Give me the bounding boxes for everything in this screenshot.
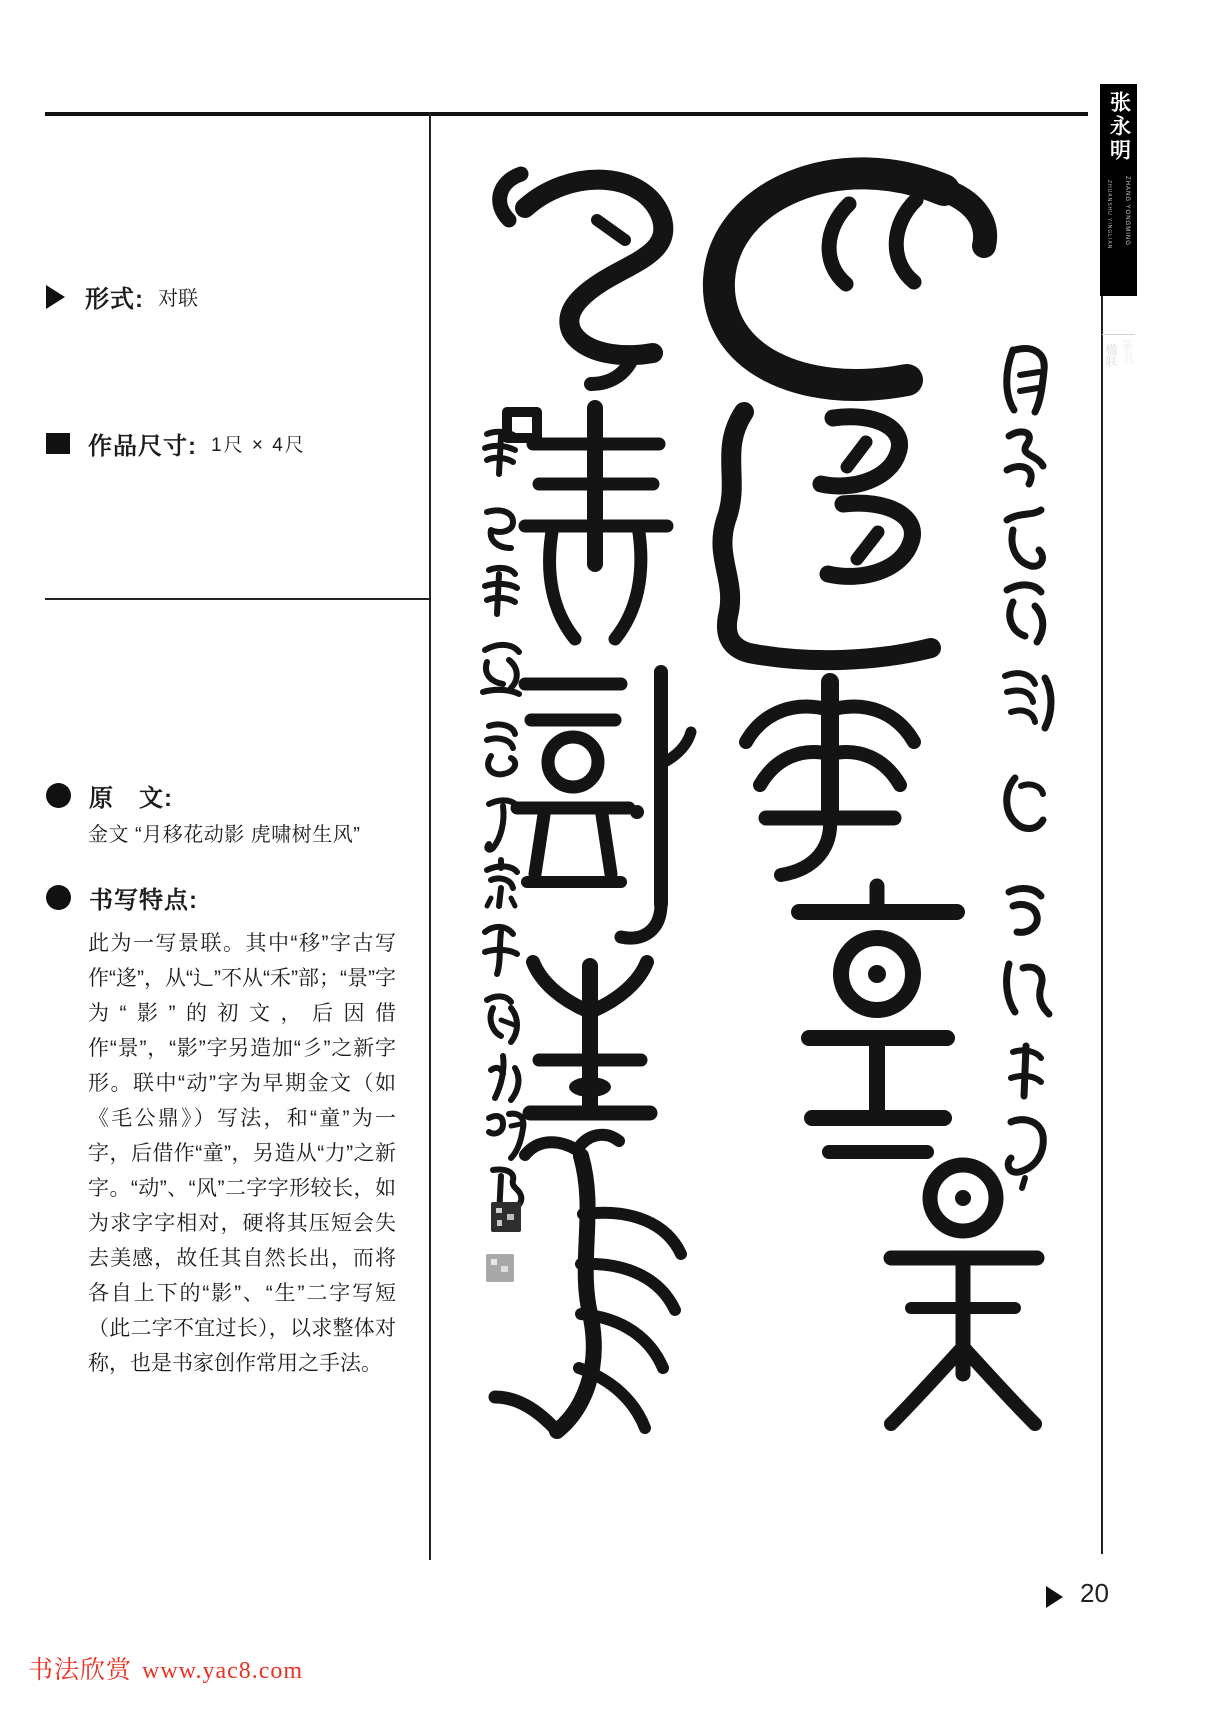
- colophon-char: [1007, 964, 1049, 1014]
- colophon-char: [1007, 585, 1043, 642]
- colophon-char: [1007, 432, 1043, 484]
- inscription-char: [483, 645, 519, 694]
- inscription-char: [487, 510, 513, 548]
- signature-char: [487, 996, 517, 1042]
- category-seal-script: 篆书: [1120, 339, 1134, 363]
- banner-categories: [1102, 334, 1135, 379]
- colophon-char: [1007, 510, 1042, 566]
- form-label: 形式:: [85, 286, 144, 313]
- circle-bullet-icon: [46, 783, 71, 808]
- square-bullet-icon: [46, 433, 70, 454]
- inscription-char: [485, 568, 517, 614]
- seal-script-right-column: [719, 173, 1037, 1424]
- artist-pinyin: ZHANG YONGMING: [1124, 176, 1130, 246]
- page-number-triangle-icon: [1046, 1586, 1063, 1608]
- side-colophon-column: [1005, 349, 1051, 1188]
- signature-char: [491, 1056, 518, 1100]
- seal-char-grow: [530, 962, 650, 1113]
- info-column-divider: [45, 598, 429, 600]
- site-watermark: [28, 1650, 303, 1686]
- colophon-char: [1007, 349, 1044, 412]
- seal-char-tiger: [500, 174, 664, 384]
- colophon-char: [1007, 778, 1043, 829]
- triangle-bullet-icon: [46, 285, 65, 309]
- original-text-value: 金文 “月移花动影 虎啸树生风”: [88, 824, 361, 846]
- form-value: 对联: [158, 288, 198, 310]
- original-text-label: 原 文:: [89, 785, 173, 812]
- watermark-site-url: www.yac8.com: [142, 1658, 304, 1684]
- inscription-char: [485, 927, 517, 974]
- inscription-column: [483, 432, 523, 1282]
- colophon-char: [1009, 889, 1041, 933]
- seal-char-moon: [719, 173, 985, 385]
- page-number: 20: [1080, 1578, 1109, 1608]
- colophon-char: [1011, 1046, 1041, 1096]
- seal-char-move: [722, 412, 931, 660]
- seal-char-wind: [495, 1135, 681, 1431]
- seal-char-jing: [891, 1165, 1037, 1424]
- seal-char-tree: [517, 672, 691, 938]
- artist-seal-dark: [491, 1202, 521, 1232]
- category-pinyin: ZHUANSHU YINGLIAN: [1106, 180, 1112, 250]
- size-row: [46, 426, 306, 461]
- features-row: [46, 880, 198, 915]
- seal-char-flower: [746, 682, 914, 875]
- signature-char: [489, 1114, 523, 1158]
- seal-char-whistle: [507, 408, 667, 639]
- features-body-paragraph: 此为一写景联。其中“移”字古写作“迻”，从“辶”不从“禾”部；“景”字为“影”的初文，后因借作“景”，“影”字另造加“彡”之新字形。联中“动”字为早期金文（如《毛公鼎》）写法，和“童”为一字，后借作“童”，另造从“力”之新字。“动”、“风”二字字形较长，如为求字字相对，硬将其压短会失去美感，故任其自然长出，而将各自上下的“影”、“生”二字写短（此二字不宜过长），以求整体对称，也是书家创作常用之手法。: [88, 932, 396, 1375]
- artist-seal-light: [486, 1254, 514, 1282]
- colophon-char: [1005, 673, 1051, 728]
- artist-name: 张永明: [1107, 91, 1131, 163]
- seal-char-dong: [799, 886, 957, 1152]
- form-row: [46, 279, 198, 314]
- size-label: 作品尺寸:: [88, 433, 197, 460]
- calligraphy-plate: [429, 112, 1102, 1560]
- colophon-char: [1008, 1120, 1043, 1188]
- calligraphy-artwork: [429, 112, 1102, 1560]
- inscription-char: [487, 860, 517, 906]
- size-value: 1尺 × 4尺: [211, 435, 306, 456]
- circle-bullet-icon: [46, 885, 71, 910]
- features-label: 书写特点:: [89, 887, 198, 914]
- chapter-banner: [1100, 84, 1137, 367]
- watermark-site-name: 书法欣赏: [28, 1657, 133, 1684]
- inscription-char: [487, 724, 515, 774]
- original-text-row: [46, 778, 173, 813]
- category-couplet: 楹联: [1104, 343, 1118, 367]
- seal-script-left-column: [495, 174, 691, 1431]
